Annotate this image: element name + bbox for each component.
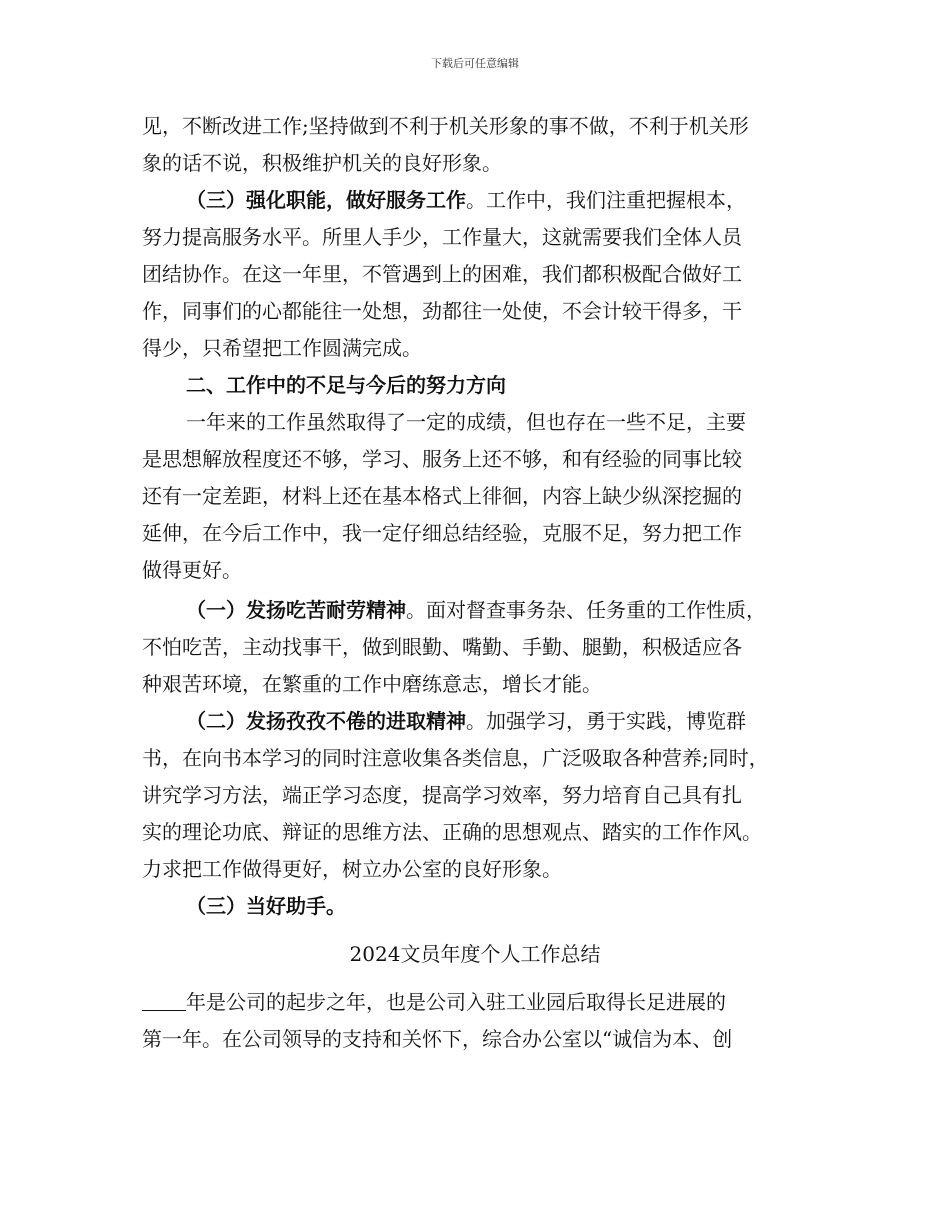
text-line: 作，同事们的心都能往一处想，劲都往一处使，不会计较干得多，干 — [142, 299, 742, 323]
subsection-heading: （二）发扬孜孜不倦的进取精神 — [186, 709, 466, 733]
text-line: 种艰苦环境，在繁重的工作中磨练意志，增长才能。 — [142, 672, 602, 696]
document-title: 2024文员年度个人工作总结 — [349, 942, 601, 966]
text-line: 实的理论功底、辩证的思维方法、正确的思想观点、踏实的工作作风。 — [142, 820, 762, 844]
text-line: 是思想解放程度还不够，学习、服务上还不够，和有经验的同事比较 — [142, 447, 742, 471]
text-span: 。加强学习，勇于实践，博览群 — [466, 709, 746, 733]
text-line — [142, 990, 726, 1014]
page-header: 下载后可任意编辑 — [431, 57, 519, 70]
text-line — [186, 188, 746, 212]
subsection-heading: （三）当好助手。 — [186, 894, 346, 918]
text-line: 一年来的工作虽然取得了一定的成绩，但也存在一些不足，主要 — [186, 410, 746, 434]
text-span: 。工作中，我们注重把握根本， — [466, 188, 746, 212]
text-line: 书，在向书本学习的同时注意收集各类信息，广泛吸取各种营养;同时， — [142, 746, 769, 770]
subsection-heading: （一）发扬吃苦耐劳精神 — [186, 598, 406, 622]
text-span: 年是公司的起步之年，也是公司入驻工业园后取得长足进展的 — [186, 990, 726, 1014]
text-line: 第一年。在公司领导的支持和关怀下，综合办公室以“诚信为本、创 — [142, 1027, 733, 1051]
text-line: 见，不断改进工作;坚持做到不利于机关形象的事不做，不利于机关形 — [142, 114, 749, 138]
text-line — [186, 598, 766, 622]
text-span: 。面对督查事务杂、任务重的工作性质， — [406, 598, 766, 622]
subsection-heading: （三）强化职能，做好服务工作 — [186, 188, 466, 212]
fill-in-blank — [142, 992, 186, 1011]
text-line: 团结协作。在这一年里，不管遇到上的困难，我们都积极配合做好工 — [142, 262, 742, 286]
text-line: 得少，只希望把工作圆满完成。 — [142, 336, 422, 360]
text-line: 延伸，在今后工作中，我一定仔细总结经验，克服不足，努力把工作 — [142, 521, 742, 545]
text-line: 还有一定差距，材料上还在基本格式上徘徊，内容上缺少纵深挖掘的 — [142, 484, 742, 508]
text-line: 不怕吃苦，主动找事干，做到眼勤、嘴勤、手勤、腿勤，积极适应各 — [142, 635, 742, 659]
text-line — [186, 709, 746, 733]
text-line: 力求把工作做得更好，树立办公室的良好形象。 — [142, 857, 562, 881]
text-line: 讲究学习方法，端正学习态度，提高学习效率，努力培育自己具有扎 — [142, 783, 742, 807]
section-heading: 二、工作中的不足与今后的努力方向 — [186, 373, 506, 397]
text-line: 象的话不说，积极维护机关的良好形象。 — [142, 151, 502, 175]
text-line: 做得更好。 — [142, 558, 242, 582]
text-line: 努力提高服务水平。所里人手少，工作量大，这就需要我们全体人员 — [142, 225, 742, 249]
